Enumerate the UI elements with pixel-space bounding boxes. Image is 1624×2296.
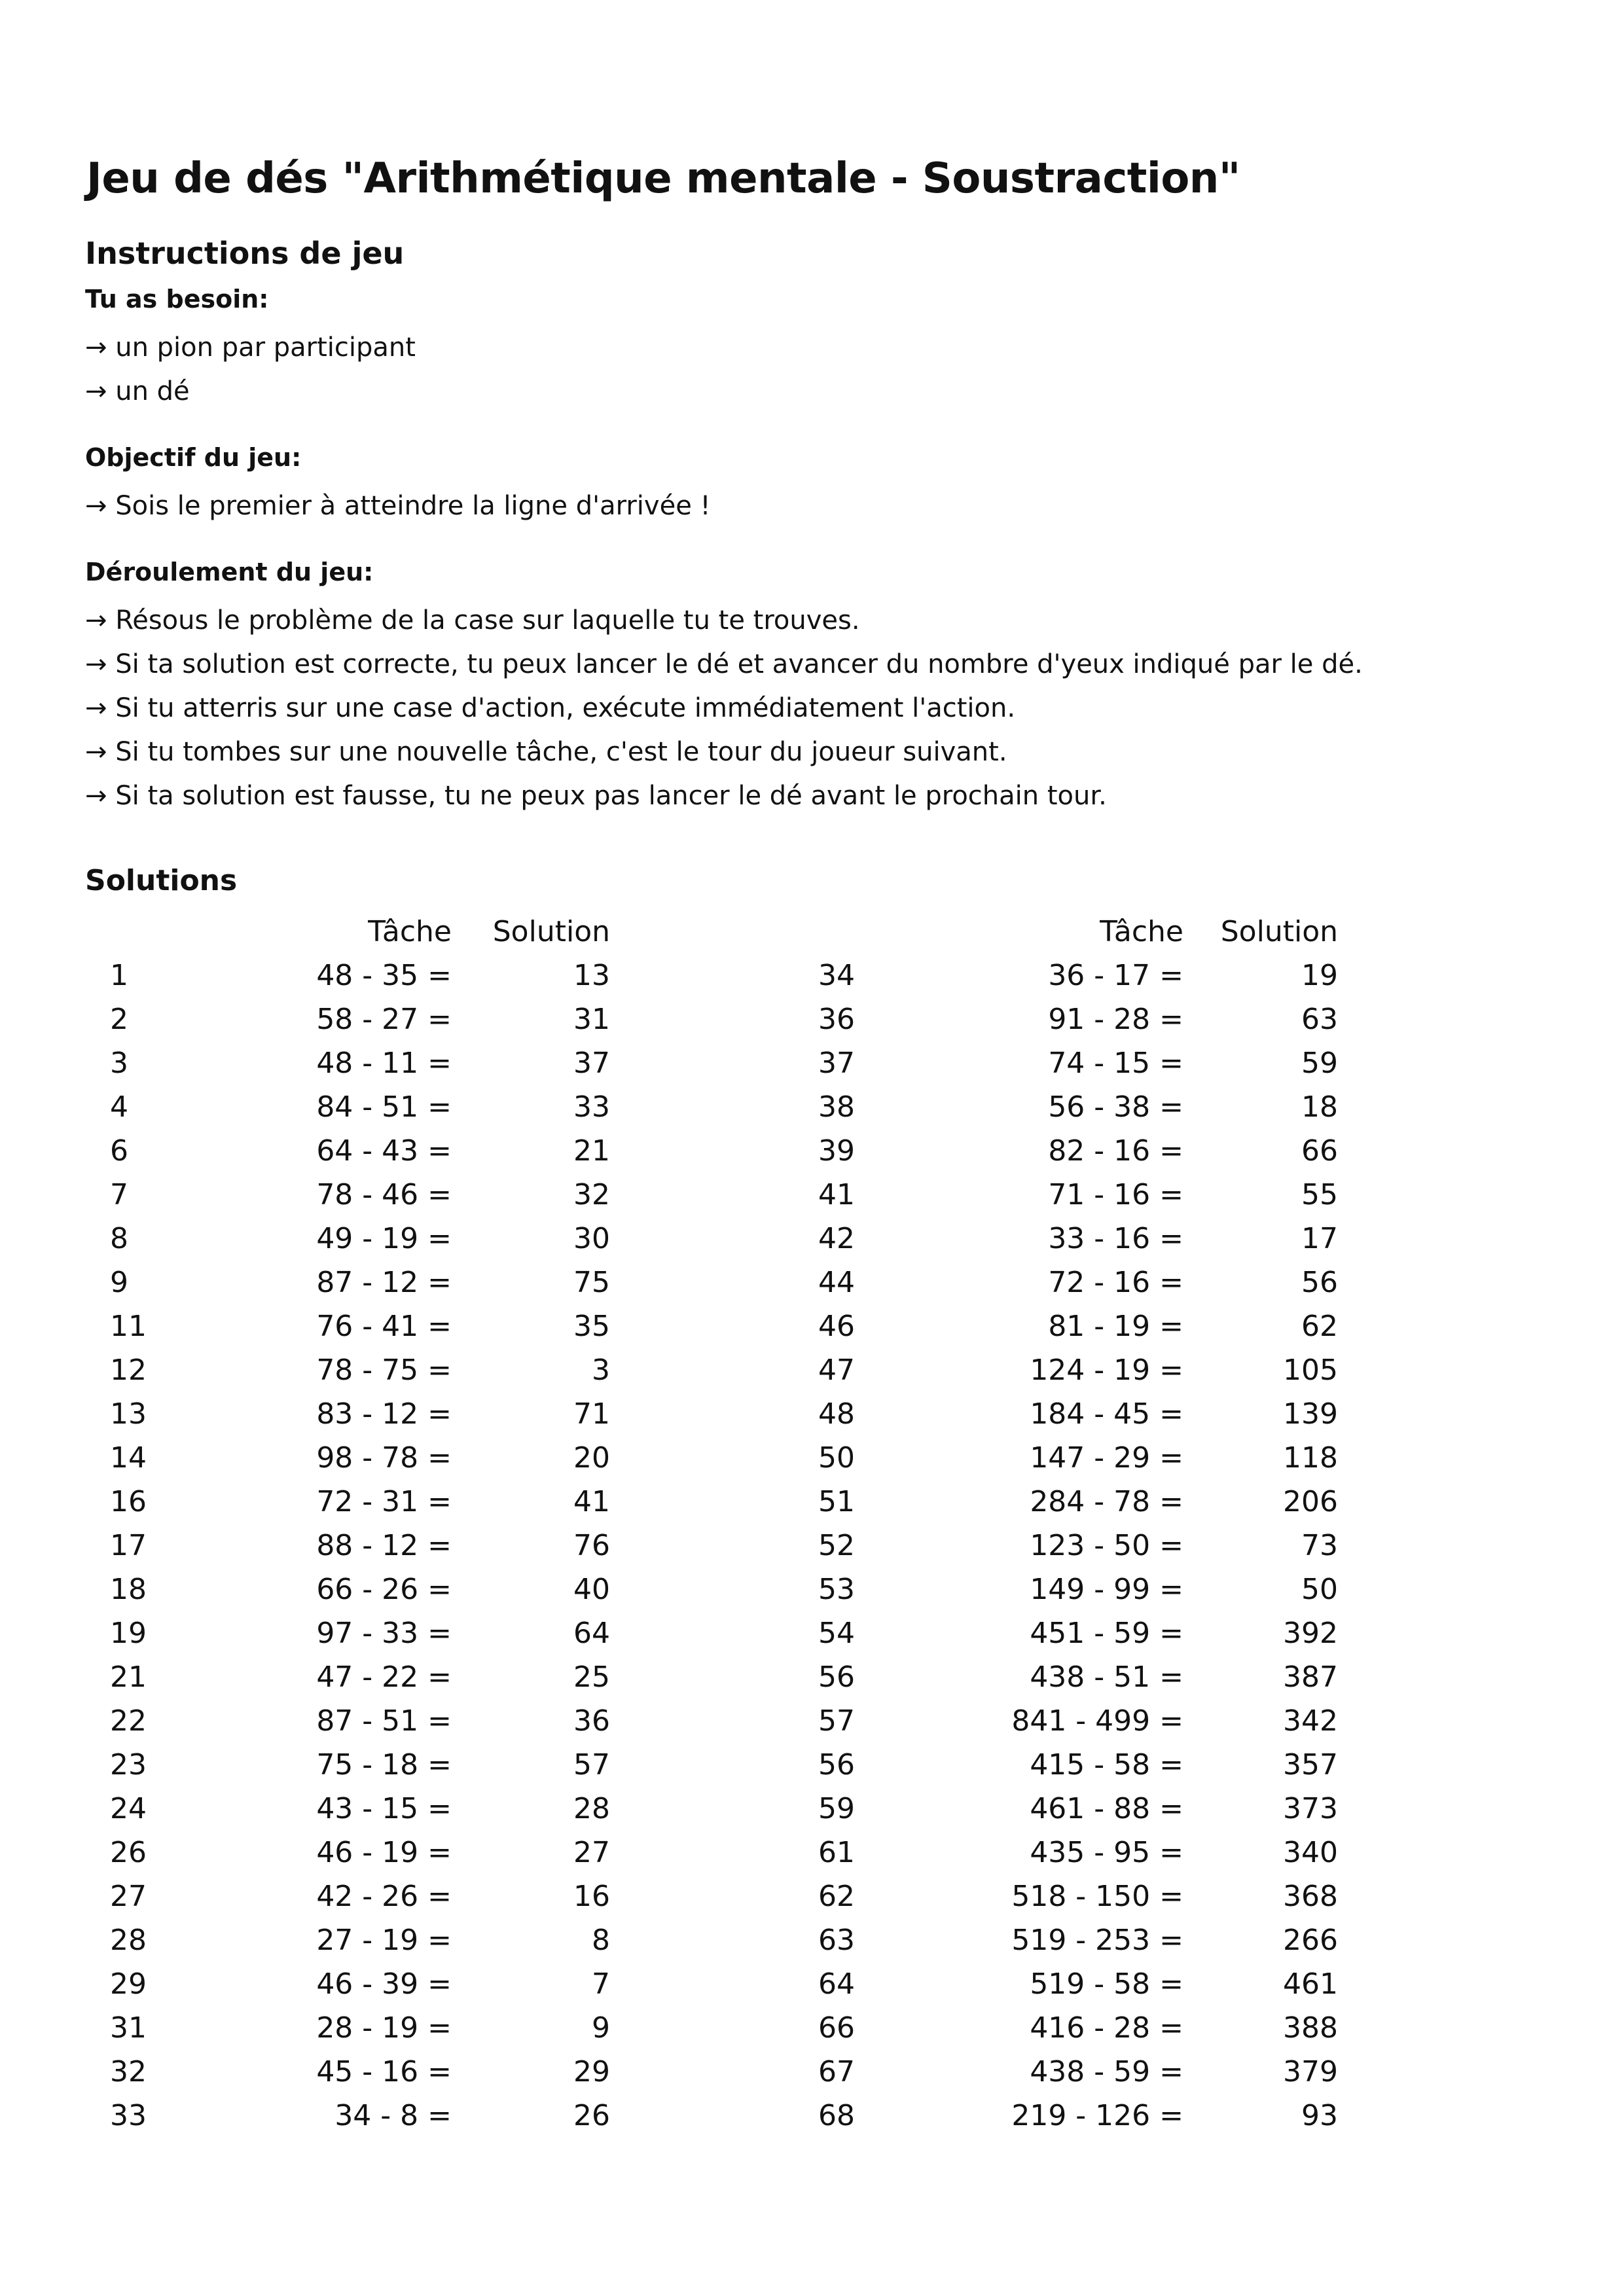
row-number: 63 bbox=[818, 1924, 855, 1957]
solution-cell: 21 bbox=[573, 1134, 610, 1168]
task-cell: 48 - 35 = bbox=[316, 959, 452, 992]
needs-item: → un pion par participant bbox=[85, 332, 416, 363]
flow-item: → Résous le problème de la case sur laquelle tu te trouves. bbox=[85, 605, 860, 636]
task-cell: 438 - 51 = bbox=[1030, 1660, 1183, 1694]
flow-item: → Si tu tombes sur une nouvelle tâche, c'est le tour du joueur suivant. bbox=[85, 737, 1007, 767]
solution-cell: 20 bbox=[573, 1441, 610, 1475]
solutions-table-right bbox=[727, 910, 1512, 2138]
table-row bbox=[0, 1480, 785, 1524]
task-cell: 519 - 58 = bbox=[1030, 1967, 1183, 2001]
table-row bbox=[0, 1261, 785, 1304]
row-number: 1 bbox=[110, 959, 128, 992]
solution-cell: 76 bbox=[573, 1529, 610, 1562]
solution-cell: 28 bbox=[573, 1792, 610, 1825]
table-row bbox=[727, 1392, 1512, 1436]
row-number: 22 bbox=[110, 1704, 147, 1738]
solution-cell: 40 bbox=[573, 1573, 610, 1606]
row-number: 9 bbox=[110, 1266, 128, 1299]
table-row bbox=[0, 1129, 785, 1173]
row-number: 34 bbox=[818, 959, 855, 992]
task-cell: 45 - 16 = bbox=[316, 2055, 452, 2089]
row-number: 32 bbox=[110, 2055, 147, 2089]
solution-cell: 17 bbox=[1301, 1222, 1338, 1255]
solution-cell: 357 bbox=[1283, 1748, 1338, 1782]
table-row bbox=[727, 997, 1512, 1041]
task-cell: 123 - 50 = bbox=[1030, 1529, 1183, 1562]
task-cell: 34 - 8 = bbox=[334, 2099, 452, 2132]
task-cell: 72 - 31 = bbox=[316, 1485, 452, 1518]
needs-group bbox=[85, 283, 1525, 414]
table-row bbox=[0, 1085, 785, 1129]
solution-cell: 31 bbox=[573, 1003, 610, 1036]
row-number: 2 bbox=[110, 1003, 128, 1036]
goal-group bbox=[85, 441, 1525, 528]
table-header bbox=[0, 910, 785, 954]
row-number: 11 bbox=[110, 1310, 147, 1343]
task-cell: 27 - 19 = bbox=[316, 1924, 452, 1957]
task-cell: 49 - 19 = bbox=[316, 1222, 452, 1255]
solution-cell: 266 bbox=[1283, 1924, 1338, 1957]
task-cell: 416 - 28 = bbox=[1030, 2011, 1183, 2045]
page-title: Jeu de dés "Arithmétique mentale - Soustraction" bbox=[86, 154, 1240, 203]
row-number: 59 bbox=[818, 1792, 855, 1825]
table-row bbox=[0, 1217, 785, 1261]
task-cell: 87 - 12 = bbox=[316, 1266, 452, 1299]
row-number: 62 bbox=[818, 1880, 855, 1913]
solution-cell: 206 bbox=[1283, 1485, 1338, 1518]
task-cell: 124 - 19 = bbox=[1030, 1354, 1183, 1387]
row-number: 36 bbox=[818, 1003, 855, 1036]
task-cell: 78 - 46 = bbox=[316, 1178, 452, 1211]
solution-cell: 3 bbox=[592, 1354, 610, 1387]
table-row bbox=[0, 2006, 785, 2050]
solution-cell: 26 bbox=[573, 2099, 610, 2132]
table-row bbox=[727, 1831, 1512, 1874]
task-cell: 219 - 126 = bbox=[1011, 2099, 1183, 2132]
task-cell: 75 - 18 = bbox=[316, 1748, 452, 1782]
solution-cell: 19 bbox=[1301, 959, 1338, 992]
row-number: 26 bbox=[110, 1836, 147, 1869]
solution-cell: 387 bbox=[1283, 1660, 1338, 1694]
solution-cell: 18 bbox=[1301, 1090, 1338, 1124]
row-number: 31 bbox=[110, 2011, 147, 2045]
solution-cell: 461 bbox=[1283, 1967, 1338, 2001]
row-number: 56 bbox=[818, 1748, 855, 1782]
row-number: 3 bbox=[110, 1047, 128, 1080]
solution-cell: 342 bbox=[1283, 1704, 1338, 1738]
solutions-heading: Solutions bbox=[85, 864, 238, 897]
table-row bbox=[0, 1173, 785, 1217]
task-cell: 98 - 78 = bbox=[316, 1441, 452, 1475]
row-number: 56 bbox=[818, 1660, 855, 1694]
table-row bbox=[727, 1261, 1512, 1304]
table-row bbox=[727, 1348, 1512, 1392]
goal-item: → Sois le premier à atteindre la ligne d'arrivée ! bbox=[85, 491, 711, 521]
task-cell: 46 - 39 = bbox=[316, 1967, 452, 2001]
task-cell: 451 - 59 = bbox=[1030, 1617, 1183, 1650]
solution-cell: 32 bbox=[573, 1178, 610, 1211]
task-cell: 36 - 17 = bbox=[1048, 959, 1183, 992]
table-row bbox=[727, 2094, 1512, 2138]
solution-cell: 41 bbox=[573, 1485, 610, 1518]
column-header-solution: Solution bbox=[492, 915, 610, 948]
solution-cell: 25 bbox=[573, 1660, 610, 1694]
table-row bbox=[727, 1436, 1512, 1480]
table-row bbox=[727, 2006, 1512, 2050]
table-header bbox=[727, 910, 1512, 954]
row-number: 37 bbox=[818, 1047, 855, 1080]
row-number: 33 bbox=[110, 2099, 147, 2132]
solution-cell: 16 bbox=[573, 1880, 610, 1913]
task-cell: 149 - 99 = bbox=[1030, 1573, 1183, 1606]
solution-cell: 340 bbox=[1283, 1836, 1338, 1869]
table-row bbox=[0, 1568, 785, 1611]
table-row bbox=[0, 1787, 785, 1831]
row-number: 28 bbox=[110, 1924, 147, 1957]
flow-label: Déroulement du jeu: bbox=[85, 558, 374, 586]
row-number: 17 bbox=[110, 1529, 147, 1562]
solution-cell: 29 bbox=[573, 2055, 610, 2089]
table-row bbox=[0, 954, 785, 997]
table-row bbox=[727, 1173, 1512, 1217]
flow-item: → Si ta solution est correcte, tu peux lancer le dé et avancer du nombre d'yeux indiqué par le dé. bbox=[85, 649, 1363, 679]
task-cell: 184 - 45 = bbox=[1030, 1397, 1183, 1431]
task-cell: 83 - 12 = bbox=[316, 1397, 452, 1431]
solution-cell: 27 bbox=[573, 1836, 610, 1869]
solution-cell: 56 bbox=[1301, 1266, 1338, 1299]
solution-cell: 368 bbox=[1283, 1880, 1338, 1913]
row-number: 38 bbox=[818, 1090, 855, 1124]
task-cell: 88 - 12 = bbox=[316, 1529, 452, 1562]
row-number: 23 bbox=[110, 1748, 147, 1782]
solution-cell: 59 bbox=[1301, 1047, 1338, 1080]
task-cell: 519 - 253 = bbox=[1011, 1924, 1183, 1957]
solution-cell: 379 bbox=[1283, 2055, 1338, 2089]
solution-cell: 30 bbox=[573, 1222, 610, 1255]
task-cell: 87 - 51 = bbox=[316, 1704, 452, 1738]
row-number: 64 bbox=[818, 1967, 855, 2001]
column-header-solution: Solution bbox=[1220, 915, 1338, 948]
row-number: 51 bbox=[818, 1485, 855, 1518]
solution-cell: 139 bbox=[1283, 1397, 1338, 1431]
task-cell: 84 - 51 = bbox=[316, 1090, 452, 1124]
table-row bbox=[0, 1918, 785, 1962]
task-cell: 46 - 19 = bbox=[316, 1836, 452, 1869]
task-cell: 71 - 16 = bbox=[1048, 1178, 1183, 1211]
solution-cell: 373 bbox=[1283, 1792, 1338, 1825]
solution-cell: 73 bbox=[1301, 1529, 1338, 1562]
row-number: 48 bbox=[818, 1397, 855, 1431]
row-number: 54 bbox=[818, 1617, 855, 1650]
flow-item: → Si ta solution est fausse, tu ne peux pas lancer le dé avant le prochain tour. bbox=[85, 781, 1107, 811]
solution-cell: 50 bbox=[1301, 1573, 1338, 1606]
row-number: 50 bbox=[818, 1441, 855, 1475]
task-cell: 461 - 88 = bbox=[1030, 1792, 1183, 1825]
solution-cell: 118 bbox=[1283, 1441, 1338, 1475]
table-row bbox=[727, 1568, 1512, 1611]
table-row bbox=[0, 2094, 785, 2138]
column-header-task: Tâche bbox=[368, 915, 452, 948]
solution-cell: 62 bbox=[1301, 1310, 1338, 1343]
row-number: 44 bbox=[818, 1266, 855, 1299]
column-header-task: Tâche bbox=[1100, 915, 1183, 948]
row-number: 8 bbox=[110, 1222, 128, 1255]
solution-cell: 33 bbox=[573, 1090, 610, 1124]
task-cell: 82 - 16 = bbox=[1048, 1134, 1183, 1168]
row-number: 46 bbox=[818, 1310, 855, 1343]
needs-label: Tu as besoin: bbox=[85, 285, 269, 314]
solution-cell: 9 bbox=[592, 2011, 610, 2045]
table-row bbox=[727, 1743, 1512, 1787]
table-row bbox=[727, 1304, 1512, 1348]
table-row bbox=[727, 1787, 1512, 1831]
table-row bbox=[727, 1129, 1512, 1173]
row-number: 21 bbox=[110, 1660, 147, 1694]
solution-cell: 66 bbox=[1301, 1134, 1338, 1168]
row-number: 68 bbox=[818, 2099, 855, 2132]
table-row bbox=[727, 954, 1512, 997]
table-row bbox=[0, 1524, 785, 1568]
table-row bbox=[727, 2050, 1512, 2094]
row-number: 41 bbox=[818, 1178, 855, 1211]
row-number: 53 bbox=[818, 1573, 855, 1606]
solutions-table-left bbox=[0, 910, 785, 2138]
row-number: 13 bbox=[110, 1397, 147, 1431]
table-row bbox=[727, 1655, 1512, 1699]
solution-cell: 36 bbox=[573, 1704, 610, 1738]
row-number: 12 bbox=[110, 1354, 147, 1387]
solution-cell: 7 bbox=[592, 1967, 610, 2001]
row-number: 27 bbox=[110, 1880, 147, 1913]
table-row bbox=[0, 1655, 785, 1699]
table-row bbox=[727, 1217, 1512, 1261]
table-row bbox=[0, 1611, 785, 1655]
table-row bbox=[0, 1348, 785, 1392]
table-row bbox=[0, 1041, 785, 1085]
task-cell: 81 - 19 = bbox=[1048, 1310, 1183, 1343]
solution-cell: 63 bbox=[1301, 1003, 1338, 1036]
solution-cell: 13 bbox=[573, 959, 610, 992]
table-row bbox=[0, 997, 785, 1041]
row-number: 67 bbox=[818, 2055, 855, 2089]
row-number: 4 bbox=[110, 1090, 128, 1124]
solution-cell: 57 bbox=[573, 1748, 610, 1782]
task-cell: 97 - 33 = bbox=[316, 1617, 452, 1650]
task-cell: 74 - 15 = bbox=[1048, 1047, 1183, 1080]
table-row bbox=[0, 1392, 785, 1436]
table-row bbox=[727, 1480, 1512, 1524]
table-row bbox=[0, 2050, 785, 2094]
table-row bbox=[0, 1743, 785, 1787]
table-row bbox=[727, 1085, 1512, 1129]
task-cell: 91 - 28 = bbox=[1048, 1003, 1183, 1036]
table-row bbox=[0, 1436, 785, 1480]
task-cell: 33 - 16 = bbox=[1048, 1222, 1183, 1255]
table-row bbox=[727, 1918, 1512, 1962]
row-number: 6 bbox=[110, 1134, 128, 1168]
table-row bbox=[0, 1962, 785, 2006]
task-cell: 64 - 43 = bbox=[316, 1134, 452, 1168]
row-number: 52 bbox=[818, 1529, 855, 1562]
row-number: 29 bbox=[110, 1967, 147, 2001]
table-row bbox=[0, 1874, 785, 1918]
row-number: 16 bbox=[110, 1485, 147, 1518]
task-cell: 438 - 59 = bbox=[1030, 2055, 1183, 2089]
table-row bbox=[727, 1874, 1512, 1918]
goal-label: Objectif du jeu: bbox=[85, 443, 302, 472]
task-cell: 58 - 27 = bbox=[316, 1003, 452, 1036]
solution-cell: 64 bbox=[573, 1617, 610, 1650]
task-cell: 435 - 95 = bbox=[1030, 1836, 1183, 1869]
table-row bbox=[727, 1962, 1512, 2006]
task-cell: 415 - 58 = bbox=[1030, 1748, 1183, 1782]
solution-cell: 71 bbox=[573, 1397, 610, 1431]
task-cell: 28 - 19 = bbox=[316, 2011, 452, 2045]
row-number: 57 bbox=[818, 1704, 855, 1738]
task-cell: 78 - 75 = bbox=[316, 1354, 452, 1387]
instructions-heading: Instructions de jeu bbox=[85, 236, 405, 271]
solution-cell: 55 bbox=[1301, 1178, 1338, 1211]
solution-cell: 75 bbox=[573, 1266, 610, 1299]
task-cell: 72 - 16 = bbox=[1048, 1266, 1183, 1299]
row-number: 7 bbox=[110, 1178, 128, 1211]
task-cell: 48 - 11 = bbox=[316, 1047, 452, 1080]
row-number: 19 bbox=[110, 1617, 147, 1650]
row-number: 47 bbox=[818, 1354, 855, 1387]
row-number: 18 bbox=[110, 1573, 147, 1606]
task-cell: 66 - 26 = bbox=[316, 1573, 452, 1606]
task-cell: 147 - 29 = bbox=[1030, 1441, 1183, 1475]
task-cell: 518 - 150 = bbox=[1011, 1880, 1183, 1913]
table-row bbox=[727, 1524, 1512, 1568]
flow-group bbox=[85, 556, 1525, 818]
row-number: 66 bbox=[818, 2011, 855, 2045]
task-cell: 43 - 15 = bbox=[316, 1792, 452, 1825]
instructions-section bbox=[85, 236, 1525, 846]
task-cell: 47 - 22 = bbox=[316, 1660, 452, 1694]
solution-cell: 93 bbox=[1301, 2099, 1338, 2132]
solution-cell: 392 bbox=[1283, 1617, 1338, 1650]
task-cell: 284 - 78 = bbox=[1030, 1485, 1183, 1518]
row-number: 42 bbox=[818, 1222, 855, 1255]
solution-cell: 105 bbox=[1283, 1354, 1338, 1387]
needs-item: → un dé bbox=[85, 376, 190, 406]
table-row bbox=[0, 1831, 785, 1874]
task-cell: 841 - 499 = bbox=[1011, 1704, 1183, 1738]
table-row bbox=[727, 1041, 1512, 1085]
table-row bbox=[727, 1611, 1512, 1655]
table-row bbox=[0, 1304, 785, 1348]
task-cell: 76 - 41 = bbox=[316, 1310, 452, 1343]
solution-cell: 388 bbox=[1283, 2011, 1338, 2045]
task-cell: 42 - 26 = bbox=[316, 1880, 452, 1913]
task-cell: 56 - 38 = bbox=[1048, 1090, 1183, 1124]
row-number: 39 bbox=[818, 1134, 855, 1168]
row-number: 14 bbox=[110, 1441, 147, 1475]
row-number: 61 bbox=[818, 1836, 855, 1869]
flow-item: → Si tu atterris sur une case d'action, exécute immédiatement l'action. bbox=[85, 693, 1016, 723]
table-row bbox=[727, 1699, 1512, 1743]
row-number: 24 bbox=[110, 1792, 147, 1825]
solution-cell: 35 bbox=[573, 1310, 610, 1343]
solution-cell: 8 bbox=[592, 1924, 610, 1957]
table-row bbox=[0, 1699, 785, 1743]
solution-cell: 37 bbox=[573, 1047, 610, 1080]
